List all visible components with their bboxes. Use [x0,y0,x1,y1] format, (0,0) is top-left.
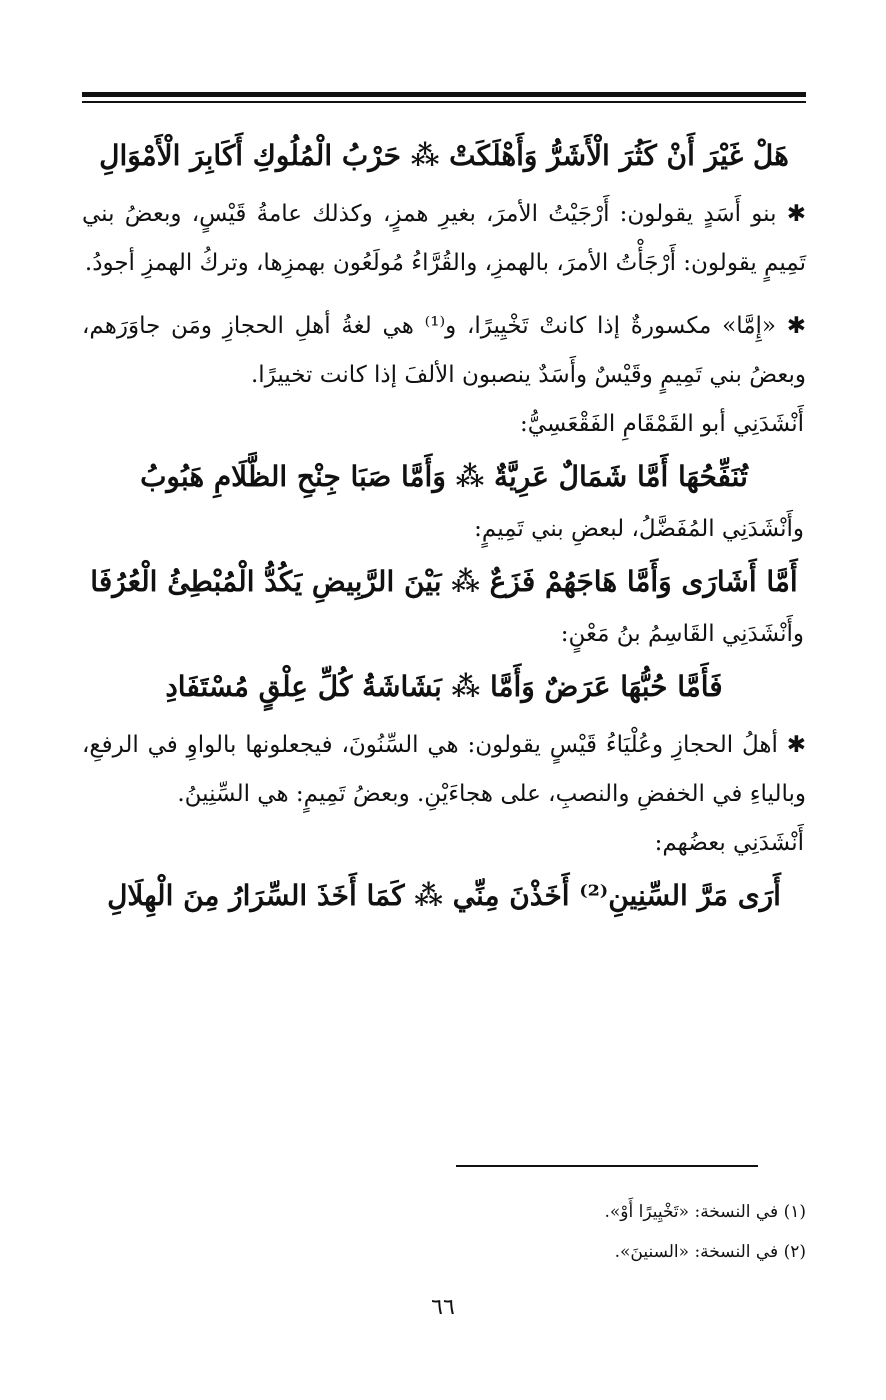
verse-2: تُنَفِّحُهَا أَمَّا شَمَالٌ عَرِيَّةٌ ⁂ وَأَمَّا صَبَا جِنْحِ الظَّلَامِ هَبُوبُ [140,460,748,493]
paragraph-2: ✱ «إِمَّا» مكسورةٌ إذا كانتْ تَخْيِيرًا، و⁽¹⁾ هي لغةُ أهلِ الحجازِ ومَن جاوَرَهم، وبعضُ بني تَمِيمٍ وقَيْسٌ وأَسَدٌ ينصبون الألفَ إذا كانت تخييرًا. [82,313,806,388]
footnote-2: (٢) في النسخة: «السنينَ». [614,1242,806,1262]
footnotes [82,1192,806,1272]
footnote-rule [456,1165,758,1167]
verse-5: أَرَى مَرَّ السِّنِينِ⁽²⁾ أَخَذْنَ مِنِّي ⁂ كَمَا أَخَذَ السِّرَارُ مِنَ الْهِلَالِ [107,879,781,912]
verse-4: فَأَمَّا حُبُّهَا عَرَضٌ وَأَمَّا ⁂ بَشَاشَةُ كُلِّ عِلْقٍ مُسْتَفَادِ [165,670,723,703]
verse-3: أَمَّا أَشَارَى وَأَمَّا هَاجَهُمْ فَزَعٌ ⁂ بَيْنَ الرَّبِيضِ يَكُدُّ الْمُبْطِئُ الْعُرُفَا [90,565,798,598]
footnote-1: (١) في النسخة: «تَخْيِيرًا أَوْ». [604,1202,806,1222]
paragraph-3: ✱ أهلُ الحجازِ وعُلْيَاءُ قَيْسٍ يقولون: هي السِّنُونَ، فيجعلونها بالواوِ في الرفعِ، وبالياءِ في الخفضِ والنصبِ، على هجاءَيْنِ. وبعضُ تَمِيمٍ: هي السِّنِينُ. [82,732,806,807]
page-number: ٦٦ [431,1295,455,1320]
paragraph-1: ✱ بنو أَسَدٍ يقولون: أَرْجَيْتُ الأمرَ، بغيرِ همزٍ، وكذلك عامةُ قَيْسٍ، وبعضُ بني تَمِيمٍ يقولون: أَرْجَأْتُ الأمرَ، بالهمزِ، والقُرَّاءُ مُولَعُون بهمزِها، وتركُ الهمزِ أجودُ. [82,201,806,276]
intro-2: أَنْشَدَنِي أبو القَمْقَامِ الفَقْعَسِيُّ: [520,411,804,437]
intro-5: أَنْشَدَنِي بعضُهم: [654,830,804,856]
main-text [82,128,806,924]
verse-1: هَلْ غَيْرَ أَنْ كَثُرَ الْأَشَرُّ وَأَهْلَكَتْ ⁂ حَرْبُ الْمُلُوكِ أَكَابِرَ الْأَمْوَالِ [99,139,789,172]
intro-4: وأَنْشَدَنِي القَاسِمُ بنُ مَعْنٍ: [560,621,804,647]
header-rule-thick [82,92,806,97]
header-rule-thin [82,101,806,103]
intro-3: وأَنْشَدَنِي المُفَضَّلُ، لبعضِ بني تَمِيمٍ: [474,516,804,542]
